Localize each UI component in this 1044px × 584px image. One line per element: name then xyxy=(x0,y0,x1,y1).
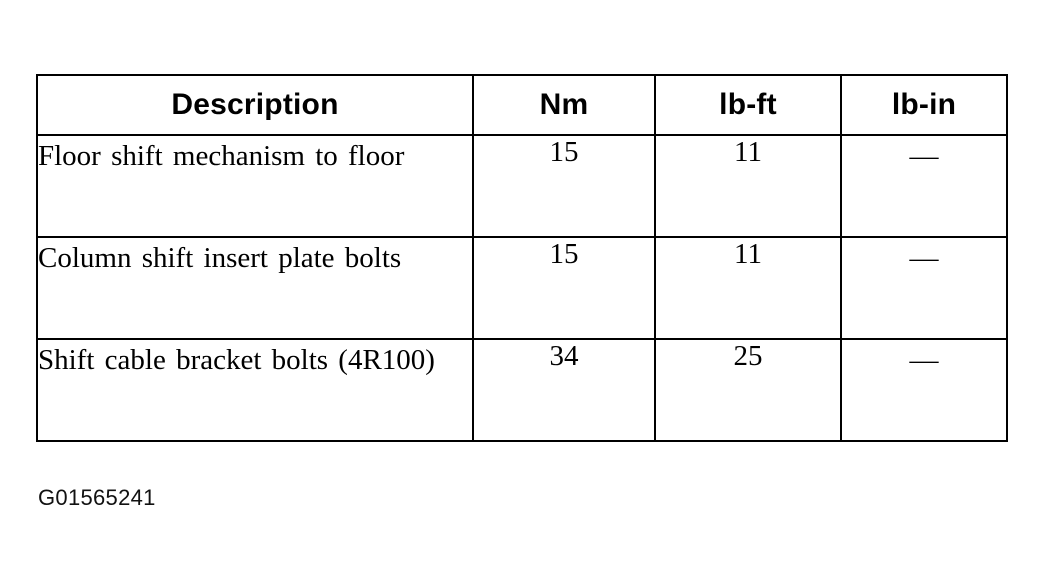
figure-identifier: G01565241 xyxy=(38,485,156,510)
table-header-row xyxy=(37,75,1007,135)
cell-nm: 34 xyxy=(473,339,655,441)
cell-lb-in xyxy=(841,135,1007,237)
cell-nm: 15 xyxy=(473,135,655,237)
column-header-lb-in: lb-in xyxy=(841,75,1007,135)
cell-description: Shift cable bracket bolts (4R100) xyxy=(37,339,473,441)
dash-glyph: — xyxy=(909,140,939,172)
table-row xyxy=(37,339,1007,441)
cell-lb-ft: 11 xyxy=(655,237,841,339)
dash-glyph: — xyxy=(909,344,939,376)
cell-nm: 15 xyxy=(473,237,655,339)
torque-specifications-table xyxy=(36,74,1008,442)
cell-lb-in xyxy=(841,339,1007,441)
dash-glyph: — xyxy=(909,242,939,274)
cell-lb-ft: 11 xyxy=(655,135,841,237)
cell-lb-in xyxy=(841,237,1007,339)
column-header-description: Description xyxy=(37,75,473,135)
table-row xyxy=(37,237,1007,339)
column-header-nm: Nm xyxy=(473,75,655,135)
cell-description: Column shift insert plate bolts xyxy=(37,237,473,339)
table-row xyxy=(37,135,1007,237)
cell-description: Floor shift mechanism to floor xyxy=(37,135,473,237)
column-header-lb-ft: lb-ft xyxy=(655,75,841,135)
cell-lb-ft: 25 xyxy=(655,339,841,441)
